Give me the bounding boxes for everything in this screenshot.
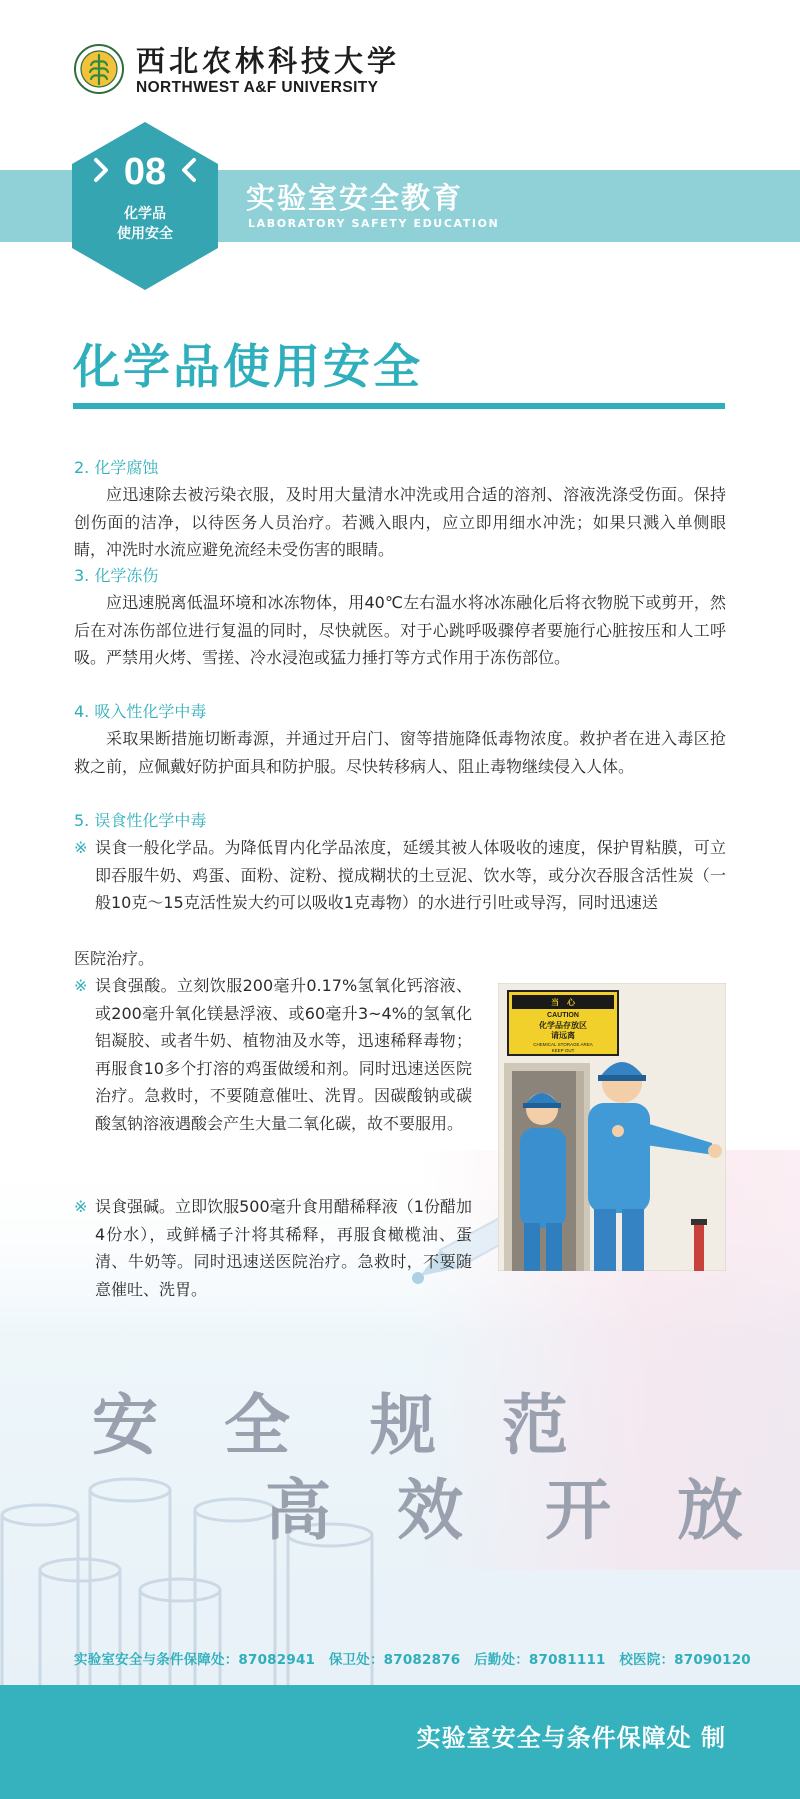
section-heading-5: 5. 误食性化学中毒 [74, 811, 207, 830]
university-logo [74, 44, 124, 94]
chapter-label-line1: 化学品 [124, 206, 166, 222]
caution-sign-line1: 当 心 [551, 998, 575, 1007]
caution-sign-line6: KEEP OUT [551, 1048, 575, 1053]
bullet-text-2: 误食强酸。立刻饮服200毫升0.17%氢氧化钙溶液、或200毫升氧化镁悬浮液、或60毫升3~4%的氢氧化铝凝胶、或者牛奶、植物油及水等，迅速稀释毒物；再服食10多个打溶的鸡蛋做缓和剂。同时迅速送医院治疗。急救时，不要随意催吐、洗胃。因碳酸钠或碳酸氢钠溶液遇酸会产生大量二氧化碳，故不要服用。 [95, 976, 472, 1133]
bullet-item-2 [74, 972, 472, 1138]
section-text-2: 应迅速除去被污染衣服，及时用大量清水冲洗或用合适的溶剂、溶液洗涤受伤面。保持创伤面的洁净，以待医务人员治疗。若溅入眼内，应立即用细水冲洗；如果只溅入单侧眼睛，冲洗时水流应避免流经未受伤害的眼睛。 [74, 485, 726, 560]
bullet-mark: ※ [74, 1197, 88, 1216]
caution-sign-line3: 化学品存放区 [539, 1021, 587, 1030]
banner-title: 实验室安全教育 [246, 181, 464, 215]
bullet-item-1 [74, 834, 726, 917]
chapter-label [72, 204, 218, 244]
section-text-4: 采取果断措施切断毒源，并通过开启门、窗等措施降低毒物浓度。救护者在进入毒区抢救之前，应佩戴好防护面具和防护服。尽快转移病人、阻止毒物继续侵入人体。 [74, 729, 726, 776]
chapter-number: 08 [123, 151, 167, 193]
title-underline [73, 403, 725, 409]
footer-credit: 实验室安全与条件保障处 制 [416, 1724, 726, 1752]
university-name-en: NORTHWEST A&F UNIVERSITY [136, 79, 379, 96]
slogan-open: 开 放 [545, 1471, 743, 1549]
slogan-efficient: 高 效 [265, 1471, 463, 1549]
caution-sign-line4: 请远离 [551, 1031, 575, 1040]
contact-phones: 实验室安全与条件保障处：87082941 保卫处：87082876 后勤处：87081111 校医院：87090120 [74, 1652, 751, 1668]
chapter-label-line2: 使用安全 [117, 226, 173, 242]
chemical-storage-illustration [498, 983, 726, 1271]
bullet-text-1: 误食一般化学品。为降低胃内化学品浓度，延缓其被人体吸收的速度，保护胃粘膜，可立即吞服牛奶、鸡蛋、面粉、淀粉、搅成糊状的土豆泥、饮水等，或分次吞服含活性炭（一般10克～15克活性炭大约可以吸收1克毒物）的水进行引吐或导泻，同时迅速送 [95, 838, 726, 913]
banner-subtitle: LABORATORY SAFETY EDUCATION [248, 217, 500, 230]
slogan-safety: 安 全 [92, 1386, 290, 1464]
slogan-standard: 规 范 [370, 1386, 568, 1464]
bullet-text-3: 误食强碱。立即饮服500毫升食用醋稀释液（1份醋加4份水），或鲜橘子汁将其稀释，再服食橄榄油、蛋清、牛奶等。同时迅速送医院治疗。急救时，不要随意催吐、洗胃。 [95, 1197, 472, 1299]
bullet-mark: ※ [74, 976, 88, 995]
university-name-cn: 西北农林科技大学 [136, 44, 401, 78]
section-heading-3: 3. 化学冻伤 [74, 566, 159, 585]
section-heading-2: 2. 化学腐蚀 [74, 458, 159, 477]
university-name [136, 44, 400, 98]
section-heading-4: 4. 吸入性化学中毒 [74, 702, 207, 721]
bullet-text-1-tail: 医院治疗。 [74, 949, 155, 968]
page-title: 化学品使用安全 [73, 340, 423, 395]
section-text-3: 应迅速脱离低温环境和冰冻物体，用40℃左右温水将冰冻融化后将衣物脱下或剪开，然后在对冻伤部位进行复温的同时，尽快就医。对于心跳呼吸骤停者要施行心脏按压和人工呼吸。严禁用火烤、雪搓、冷水浸泡或猛力捶打等方式作用于冻伤部位。 [74, 593, 726, 668]
bullet-mark: ※ [74, 838, 88, 857]
caution-sign-line5: CHEMICAL STORAGE AREA [533, 1042, 593, 1047]
bullet-item-3 [74, 1193, 472, 1303]
caution-sign-line2: CAUTION [547, 1012, 579, 1019]
